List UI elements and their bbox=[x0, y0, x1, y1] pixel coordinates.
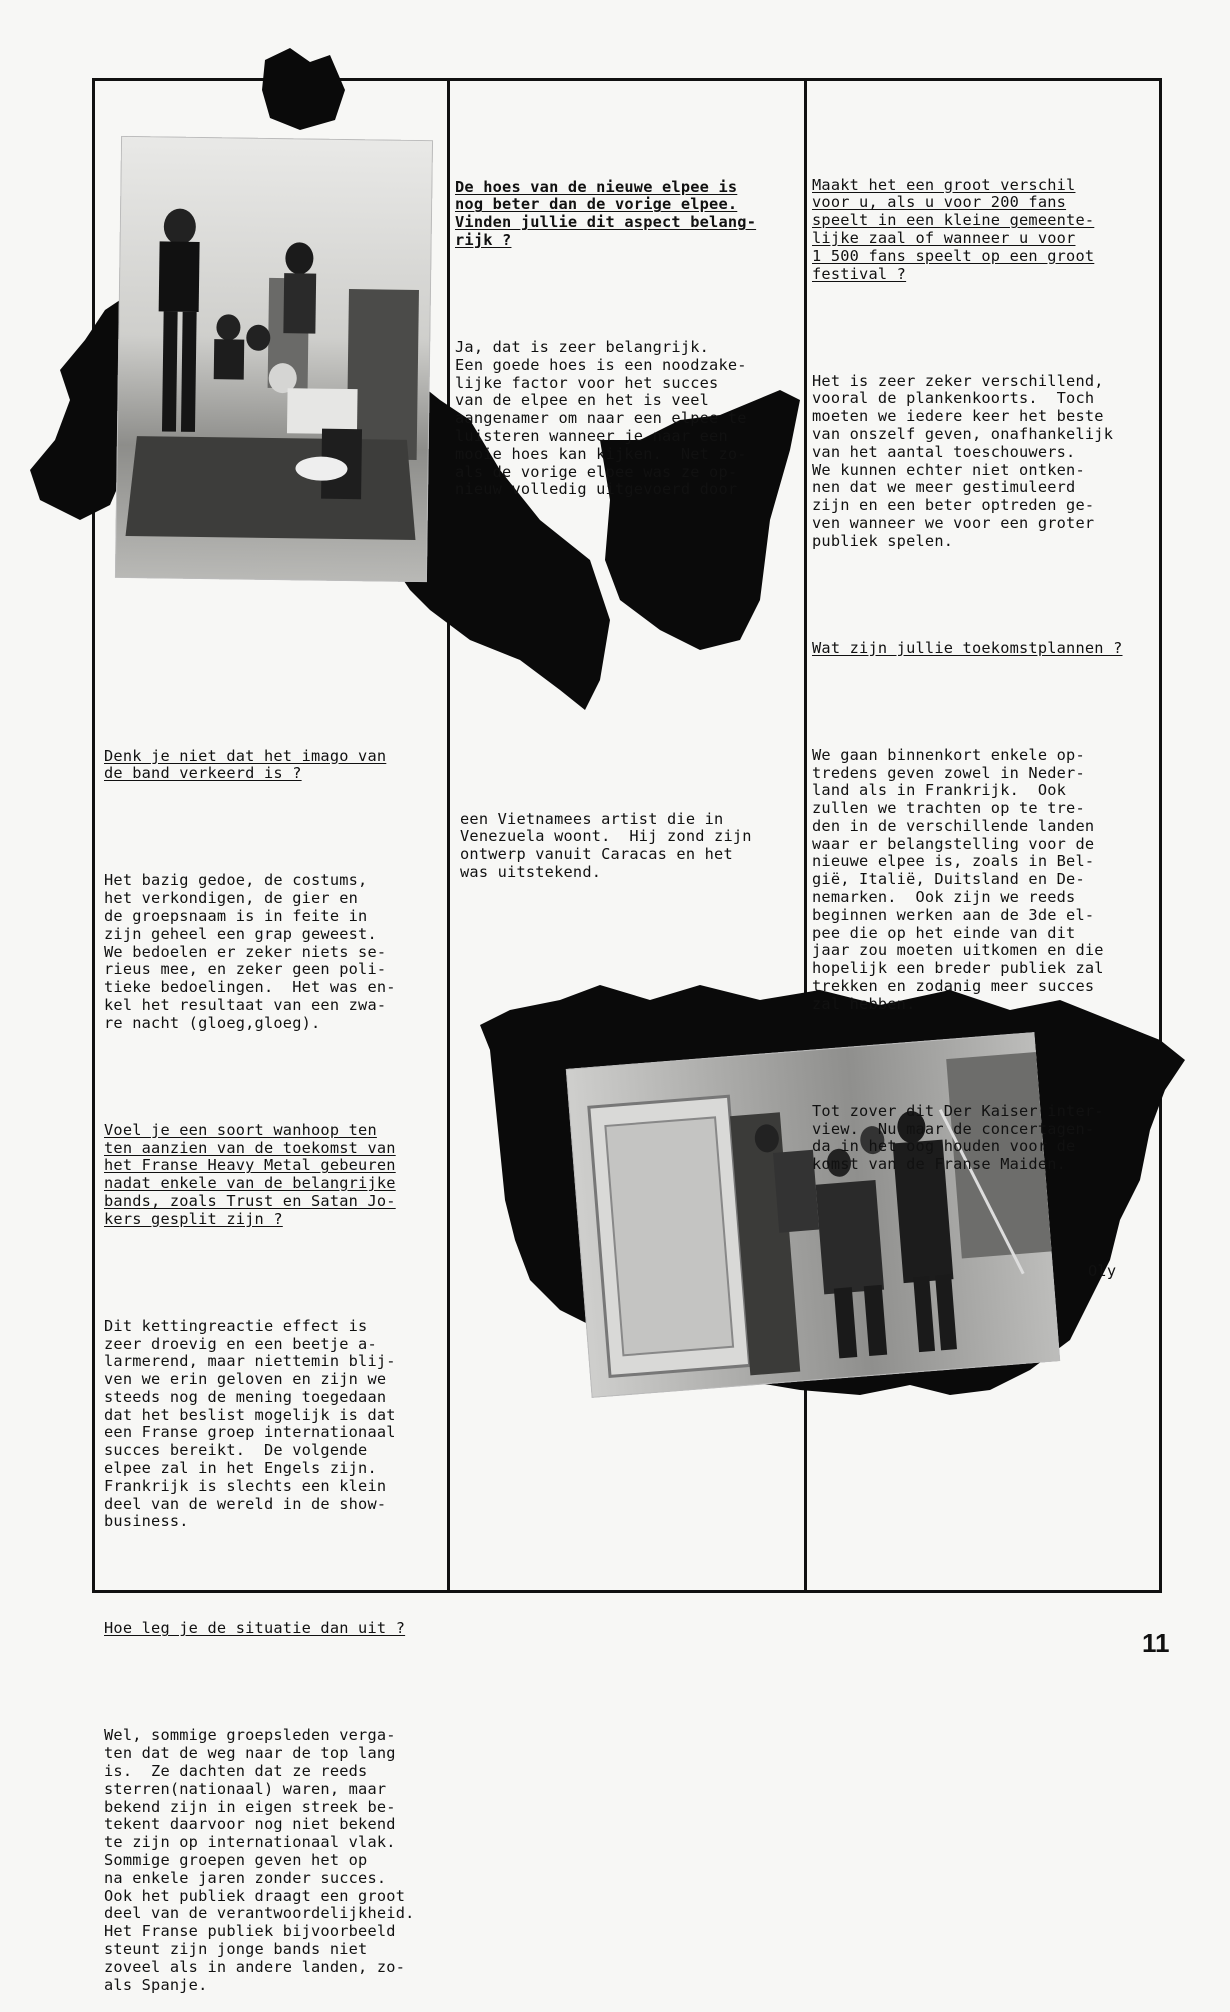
answer-audience: Het is zeer zeker verschillend, vooral de plankenkoorts. Toch moeten we iedere keer het beste van onszelf geven, onafhankelijk van het aantal toeschouwers. We kunnen echter niet ontken- nen dat we meer gestimuleerd zijn en een beter optreden ge- ven wanneer we voor een groter publiek spelen. bbox=[812, 371, 1114, 550]
question-situation: Hoe leg je de situatie dan uit ? bbox=[104, 1619, 406, 1638]
answer-cover: Ja, dat is zeer belangrijk. Een goede hoes is een noodzake- lijke factor voor het succes van de elpee en het is veel aangenamer om naar een elpee te luisteren wanneer je naar een mooie hoes kan kijken. Net zo- als de vorige elpee was ze op- nieuw volledig uitgevoerd door bbox=[455, 337, 747, 499]
question-image: Denk je niet dat het imago van de band verkeerd is ? bbox=[104, 746, 387, 783]
page-number: 11 bbox=[1142, 1628, 1170, 1658]
column-1-lower bbox=[104, 712, 415, 2012]
answer-cover-continued: een Vietnamees artist die in Venezuela woont. Hij zond zijn ontwerp vanuit Caracas en het was uitstekend. bbox=[460, 809, 752, 881]
answer-despair: Dit kettingreactie effect is zeer droevig en een beetje a- larmerend, maar niettemin blij- ven we erin geloven en zijn we steeds nog de mening toegedaan dat het beslist mogelijk is dat een Franse groep internationaal succes bereikt. De volgende elpee zal in het Engels zijn. Frankrijk is slechts een klein deel van de wereld in de show- business. bbox=[104, 1316, 396, 1531]
question-audience: Maakt het een groot verschil voor u, als u voor 200 fans speelt in een kleine gemeente- lijke zaal of wanneer u voor 1 500 fans speelt op een groot festival ? bbox=[812, 175, 1095, 283]
band-photo-top bbox=[115, 136, 433, 582]
answer-plans: We gaan binnenkort enkele op- tredens geven zowel in Neder- land als in Frankrijk. Ook zullen we trachten op te tre- den in de verschillende landen waar er belangstelling voor de nieuwe elpee is, zoals in Bel- gië, Italië, Duitsland en De- nemarken. Ook zijn we reeds beginnen werken aan de 3de el- pee die op het einde van dit jaar zou moeten uitkomen en die hopelijk een breder publiek zal trekken en zodanig meer succes zal hebben. bbox=[812, 745, 1104, 1013]
question-plans: Wat zijn jullie toekomstplannen ? bbox=[812, 638, 1123, 657]
column-2-continued bbox=[460, 775, 752, 900]
column-2-top bbox=[455, 143, 756, 517]
column-3 bbox=[812, 141, 1123, 1299]
closing-text: Tot zover dit Der Kaiser inter- view. Nu maar de concertagen- da in het oog houden voor de komst van de Franse Maiden. bbox=[812, 1101, 1104, 1174]
question-despair: Voel je een soort wanhoop ten ten aanzien van de toekomst van het Franse Heavy Metal gebeuren nadat enkele van de belangrijke bands, zoals Trust en Satan Jo- kers gesplit zijn ? bbox=[104, 1120, 396, 1228]
author-signature: Oly bbox=[1088, 1262, 1117, 1281]
answer-image: Het bazig gedoe, de costums, het verkondigen, de gier en de groepsnaam is in feite in zijn geheel een grap geweest. We bedoelen er zeker niets se- rieus mee, en zeker geen poli- tieke bedoelingen. Het was en- kel het resultaat van een zwa- re nacht (gloeg,gloeg). bbox=[104, 871, 396, 1032]
question-cover: De hoes van de nieuwe elpee is nog beter dan de vorige elpee. Vinden jullie dit aspect belang- rijk ? bbox=[455, 177, 757, 249]
answer-situation: Wel, sommige groepsleden verga- ten dat de weg naar de top lang is. Ze dachten dat ze reeds sterren(nationaal) waren, maar bekend zijn in eigen streek be- tekent daarvoor nog niet bekend te zijn op internationaal vlak. Sommige groepen geven het op na enkele jaren zonder succes. Ook het publiek draagt een groot deel van de verantwoordelijkheid. Het Franse publiek bijvoorbeeld steunt zijn jonge bands niet zoveel als in andere landen, zo- als Spanje. bbox=[104, 1726, 415, 1994]
